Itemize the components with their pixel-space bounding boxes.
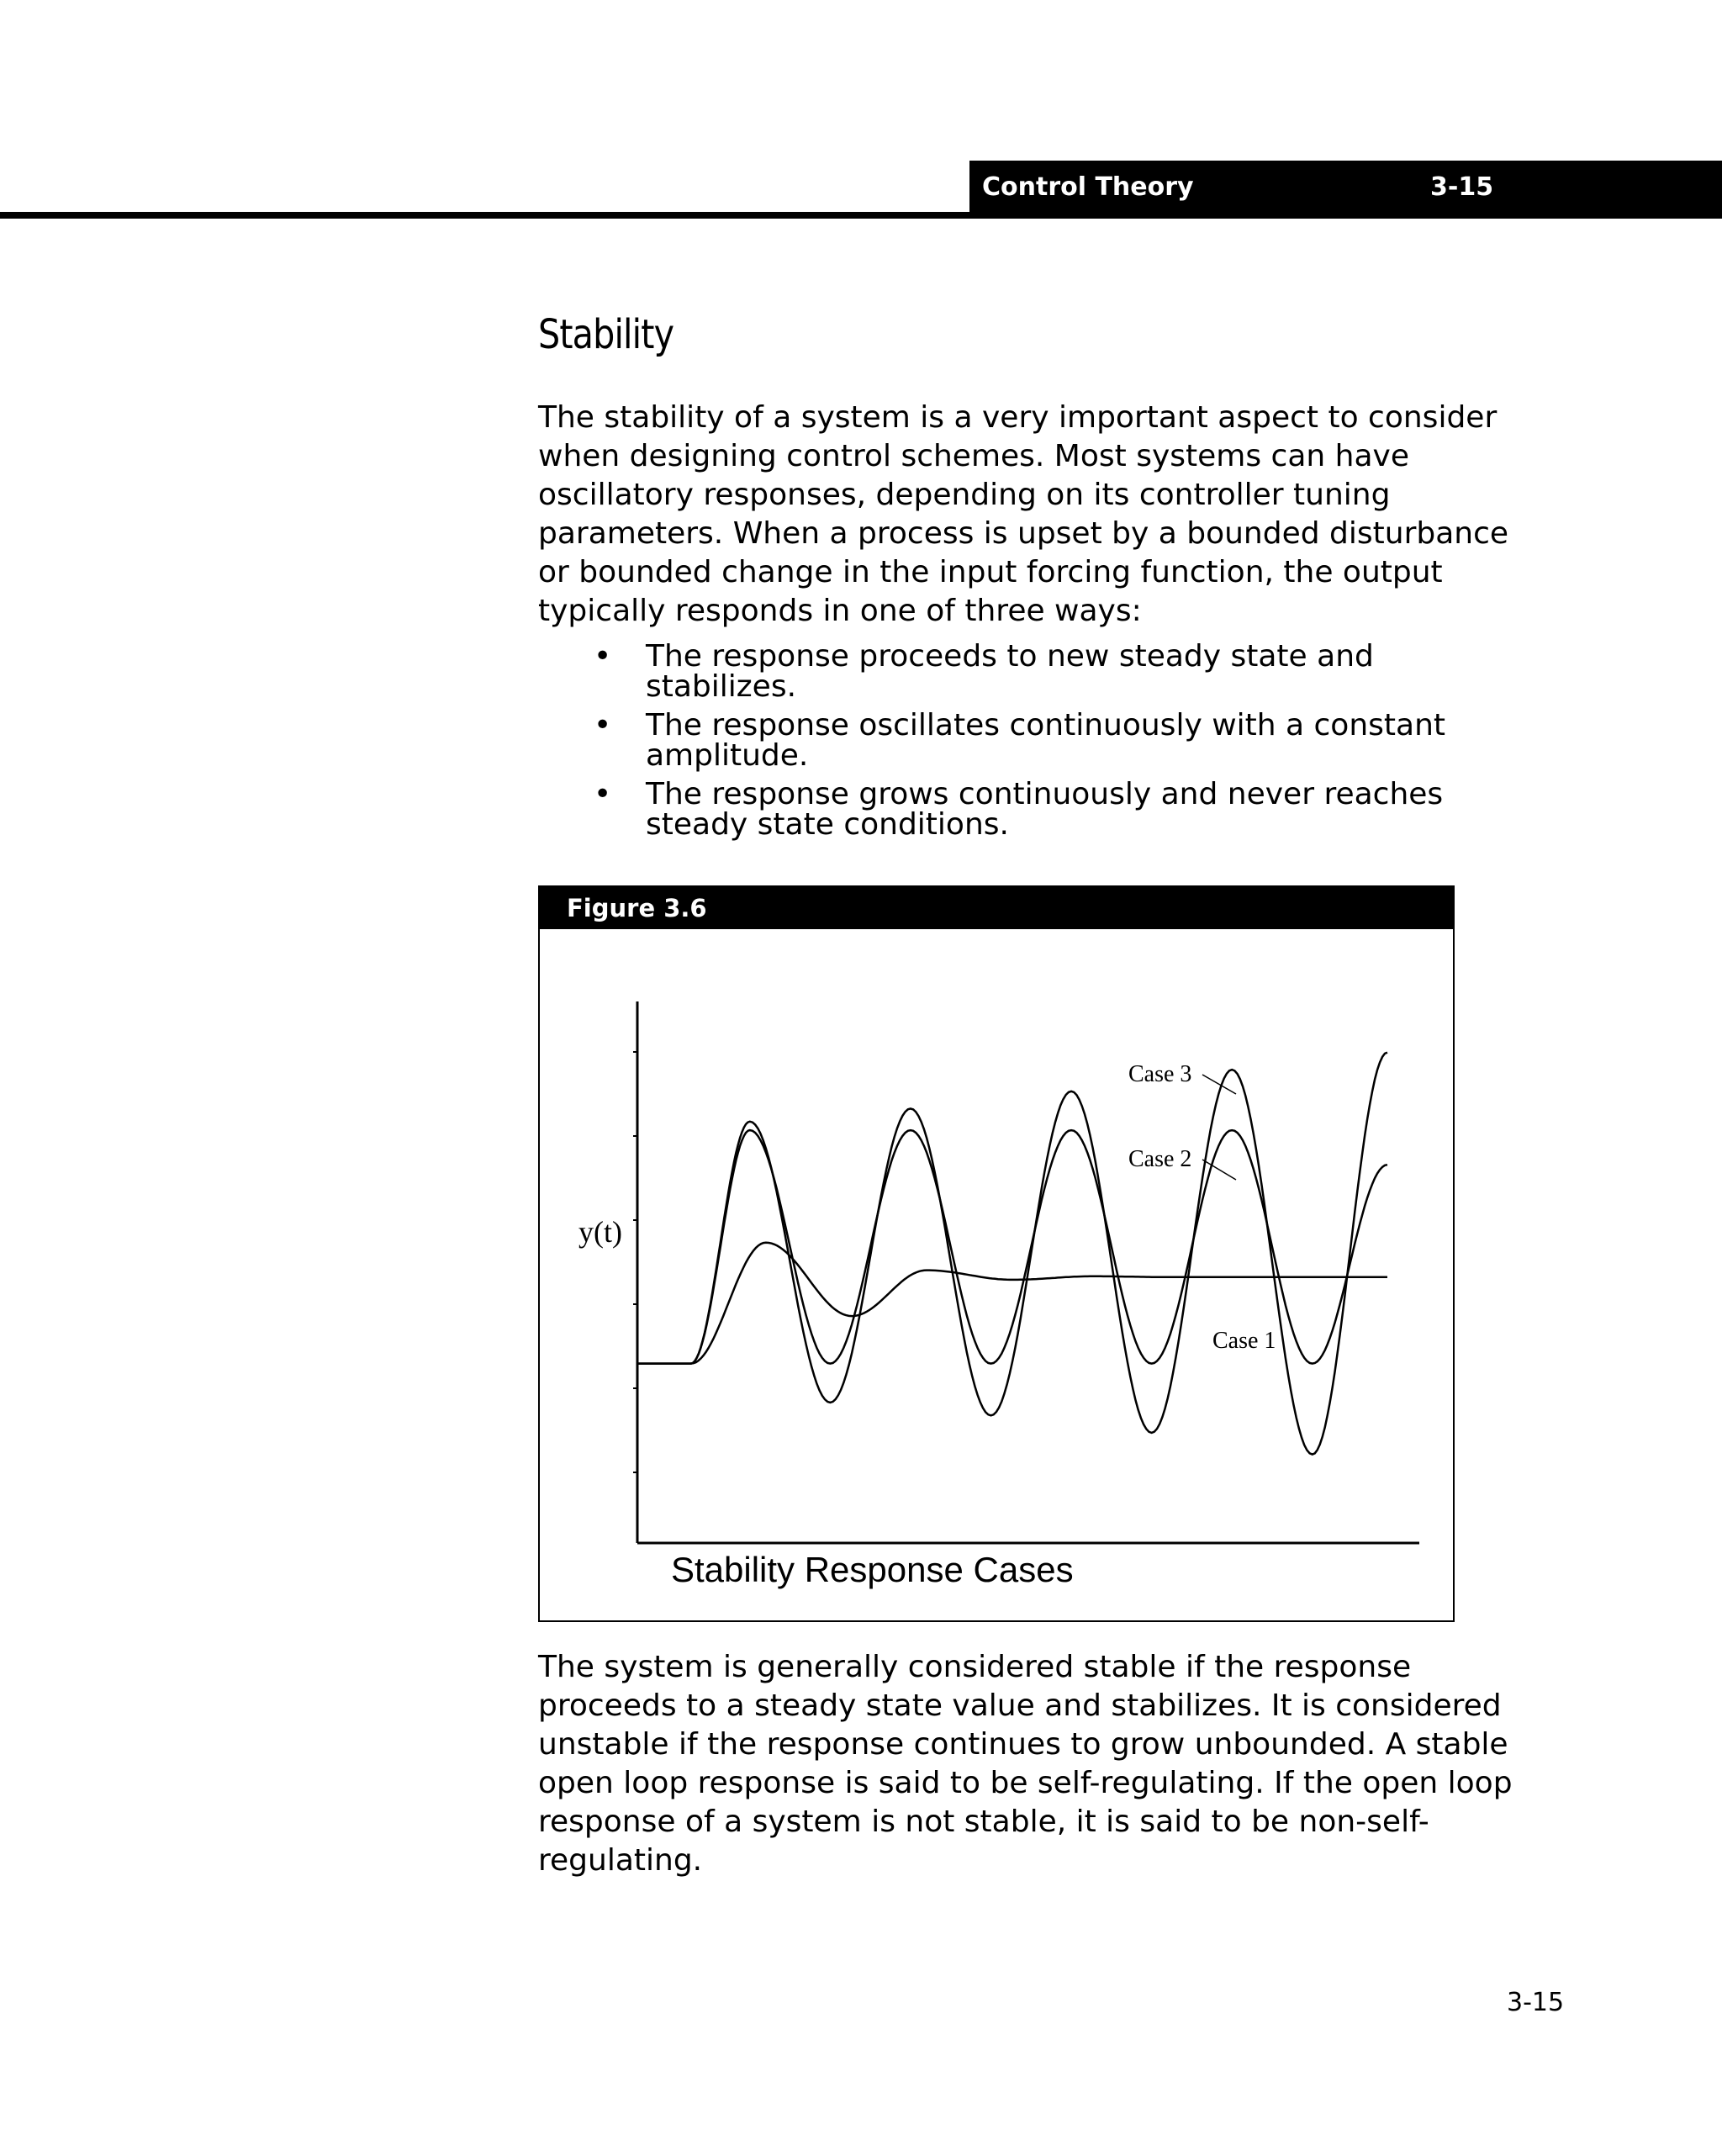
figure-box [538, 885, 1455, 1622]
running-header [969, 161, 1722, 218]
bullet-icon: • [594, 777, 612, 811]
list-item-text: The response proceeds to new steady state and stabilizes. [646, 639, 1374, 704]
series-label-case-2: Case 2 [1128, 1146, 1192, 1172]
figure-label-bar [540, 887, 1453, 929]
response-list [538, 639, 1530, 848]
running-title: Control Theory [982, 172, 1194, 202]
section-title: Stability [538, 311, 674, 358]
y-axis-label: y(t) [578, 1215, 622, 1249]
header-page-label: 3-15 [1430, 172, 1494, 202]
list-item [538, 708, 1530, 773]
figure-caption: Stability Response Cases [671, 1550, 1074, 1589]
figure-label: Figure 3.6 [567, 894, 707, 922]
page-number: 3-15 [1507, 1988, 1565, 2017]
list-item [538, 639, 1530, 704]
list-item-text: The response oscillates continuously with a constant amplitude. [646, 708, 1446, 773]
series-label-case-1: Case 1 [1212, 1328, 1276, 1354]
series-line-case-3 [637, 1053, 1387, 1455]
conclusion-paragraph: The system is generally considered stable if the response proceeds to a steady state value and stabilizes. It is considered unstable if the response continues to grow unbounded. A stable open loop response is said to be self-regulating. If the open loop response of a system is not stable, it is said to be non-self-regulating. [538, 1650, 1513, 1878]
chart-labels [578, 1061, 1276, 1550]
list-item [538, 779, 1530, 840]
series-label-case-3: Case 3 [1128, 1061, 1192, 1087]
stability-chart [538, 927, 1455, 1550]
intro-paragraph: The stability of a system is a very important aspect to consider when designing control schemes. Most systems can have oscillatory responses, depending on its controller tuning parameters. When a process is upset by a bounded disturbance or bounded change in the input forcing function, the output typically responds in one of three ways: [538, 400, 1509, 628]
bullet-icon: • [594, 639, 612, 674]
bullet-icon: • [594, 708, 612, 742]
list-item-text: The response grows continuously and never reaches steady state conditions. [646, 777, 1444, 842]
chart-series [637, 1053, 1387, 1455]
